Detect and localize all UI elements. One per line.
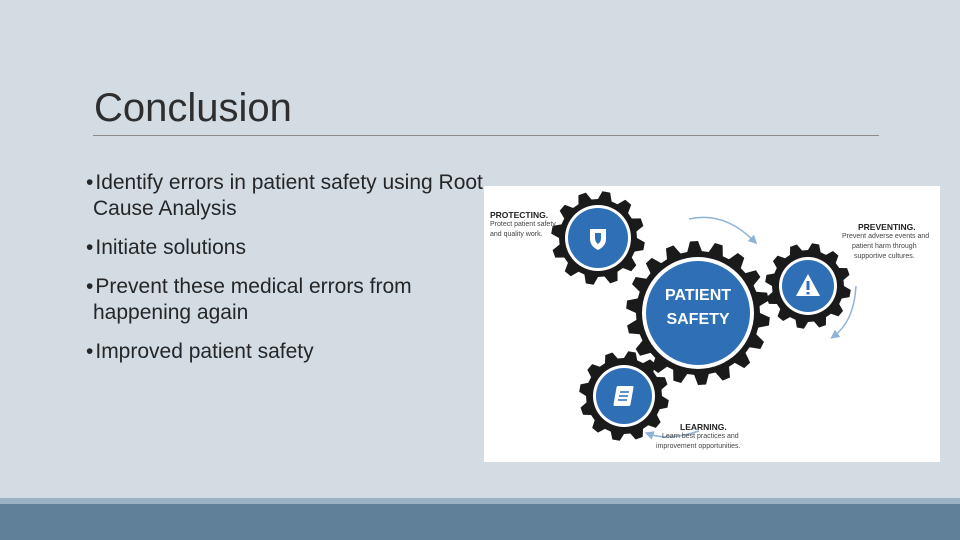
bullet-glyph: • <box>86 340 94 363</box>
protecting-label: PROTECTING. Protect patient safety and quality work. <box>490 210 556 238</box>
bullet-glyph: • <box>86 171 94 194</box>
cycle-arrow <box>689 217 754 241</box>
title-divider <box>93 135 879 136</box>
preventing-label: PREVENTING. Prevent adverse events and patient harm through supportive cultures. <box>842 222 930 260</box>
book-icon <box>613 386 634 406</box>
bullet-item: •Initiate solutions <box>86 236 246 259</box>
patient-safety-gears-figure <box>484 186 940 462</box>
center-label-line1: PATIENT <box>664 287 732 304</box>
learning-label: LEARNING. Learn best practices and improvement opportunities. <box>656 422 741 450</box>
center-label-line2: SAFETY <box>666 311 730 328</box>
bullet-list <box>86 170 486 378</box>
footer-bar <box>0 504 960 540</box>
bullet-glyph: • <box>86 236 94 259</box>
bullet-item: •Prevent these medical errors from happening again <box>86 275 412 324</box>
bullet-glyph: • <box>86 275 94 298</box>
bullet-item: •Identify errors in patient safety using Root Cause Analysis <box>86 171 483 220</box>
bullet-item: •Improved patient safety <box>86 340 314 363</box>
slide-title: Conclusion <box>94 86 292 130</box>
